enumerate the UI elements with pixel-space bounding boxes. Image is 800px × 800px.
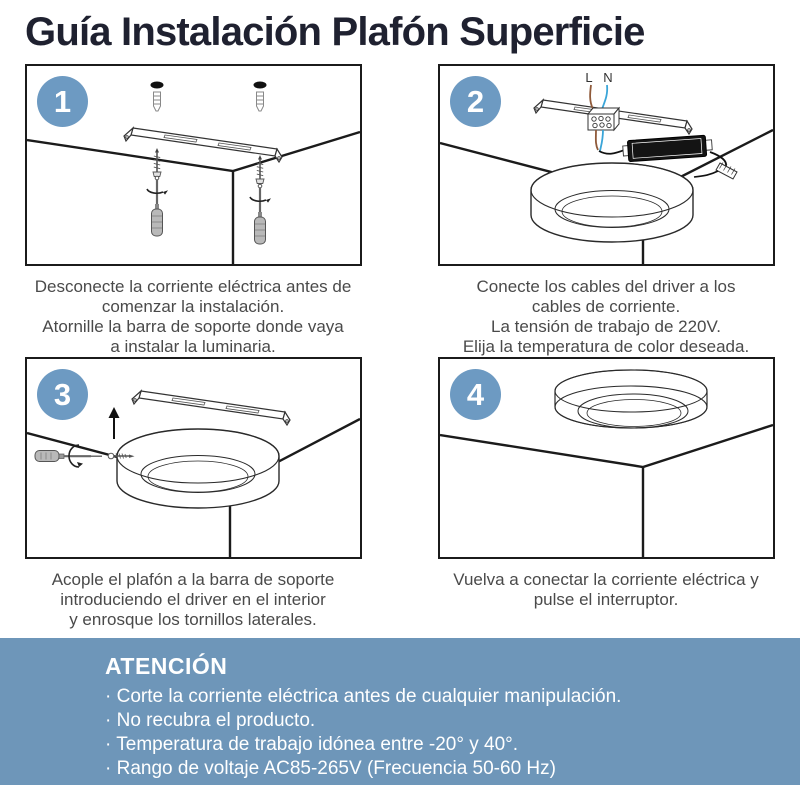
ceiling-corner <box>440 425 773 557</box>
neutral-wire-label: N <box>603 70 613 85</box>
step-3-panel <box>25 357 362 559</box>
live-wire-label: L <box>585 70 593 85</box>
caption-line: pulse el interruptor. <box>533 590 679 609</box>
attention-bullet: · Corte la corriente eléctrica antes de cualquier manipulación. <box>105 686 622 707</box>
step-caption <box>405 277 800 357</box>
step-number-badge: 2 <box>450 76 501 127</box>
caption-line: La tensión de trabajo de 220V. <box>490 317 721 336</box>
ceiling-corner <box>27 132 360 264</box>
caption-line: y enrosque los tornillos laterales. <box>69 610 317 629</box>
caption-line: comenzar la instalación. <box>101 297 285 316</box>
screwdriver-icon <box>250 184 271 244</box>
step-number-badge: 3 <box>37 369 88 420</box>
attention-bullet: · Temperatura de trabajo idónea entre -20° y 40°. <box>105 734 519 755</box>
up-arrow-icon <box>109 407 120 439</box>
live-wire <box>596 130 598 150</box>
step-2-panel <box>438 64 775 266</box>
step-1 <box>25 64 362 357</box>
cable-connector-icon <box>694 163 737 180</box>
installation-guide-page <box>0 10 800 800</box>
caption-line: Atornille la barra de soporte donde vaya <box>42 317 344 336</box>
attention-box <box>0 638 800 785</box>
steps-grid <box>0 64 800 630</box>
step-caption <box>405 570 800 610</box>
caption-line: Acople el plafón a la barra de soporte <box>51 570 335 589</box>
step-caption <box>0 277 394 357</box>
step-4-panel <box>438 357 775 559</box>
neutral-wire <box>600 130 603 151</box>
caption-line: a instalar la luminaria. <box>110 337 276 356</box>
attention-bullet: · No recubra el producto. <box>105 710 316 731</box>
step-number-badge: 4 <box>450 369 501 420</box>
mounting-bar-icon <box>124 128 282 162</box>
step-caption <box>0 570 394 630</box>
mounting-bar-icon <box>132 391 290 425</box>
step-2 <box>438 64 775 357</box>
neutral-wire <box>602 85 607 109</box>
caption-line: introduciendo el driver en el interior <box>60 590 326 609</box>
caption-line: Conecte los cables del driver a los <box>476 277 736 296</box>
screw-icon <box>256 155 264 184</box>
terminal-block-icon <box>588 108 619 130</box>
wall-plug-icon <box>151 82 164 112</box>
step-1-panel <box>25 64 362 266</box>
ceiling-lamp-icon <box>531 163 693 242</box>
ceiling-lamp-icon <box>555 370 707 428</box>
wall-plug-icon <box>254 82 267 112</box>
caption-line: Vuelva a conectar la corriente eléctrica y <box>453 570 759 589</box>
screwdriver-icon <box>35 445 102 467</box>
caption-line: cables de corriente. <box>531 297 681 316</box>
screw-icon <box>153 148 161 177</box>
step-4 <box>438 357 775 630</box>
step-number-badge: 1 <box>37 76 88 127</box>
led-driver-icon <box>622 135 712 162</box>
page-title: Guía Instalación Plafón Superficie <box>25 10 645 54</box>
caption-line: Elija la temperatura de color deseada. <box>462 337 750 356</box>
attention-bullet: · Rango de voltaje AC85-265V (Frecuencia 50-60 Hz) <box>105 758 556 779</box>
screwdriver-icon <box>147 176 168 236</box>
caption-line: Desconecte la corriente eléctrica antes de <box>34 277 352 296</box>
ceiling-lamp-icon <box>117 429 279 508</box>
attention-title: ATENCIÓN <box>105 653 228 679</box>
live-wire <box>590 85 593 109</box>
step-3 <box>25 357 362 630</box>
